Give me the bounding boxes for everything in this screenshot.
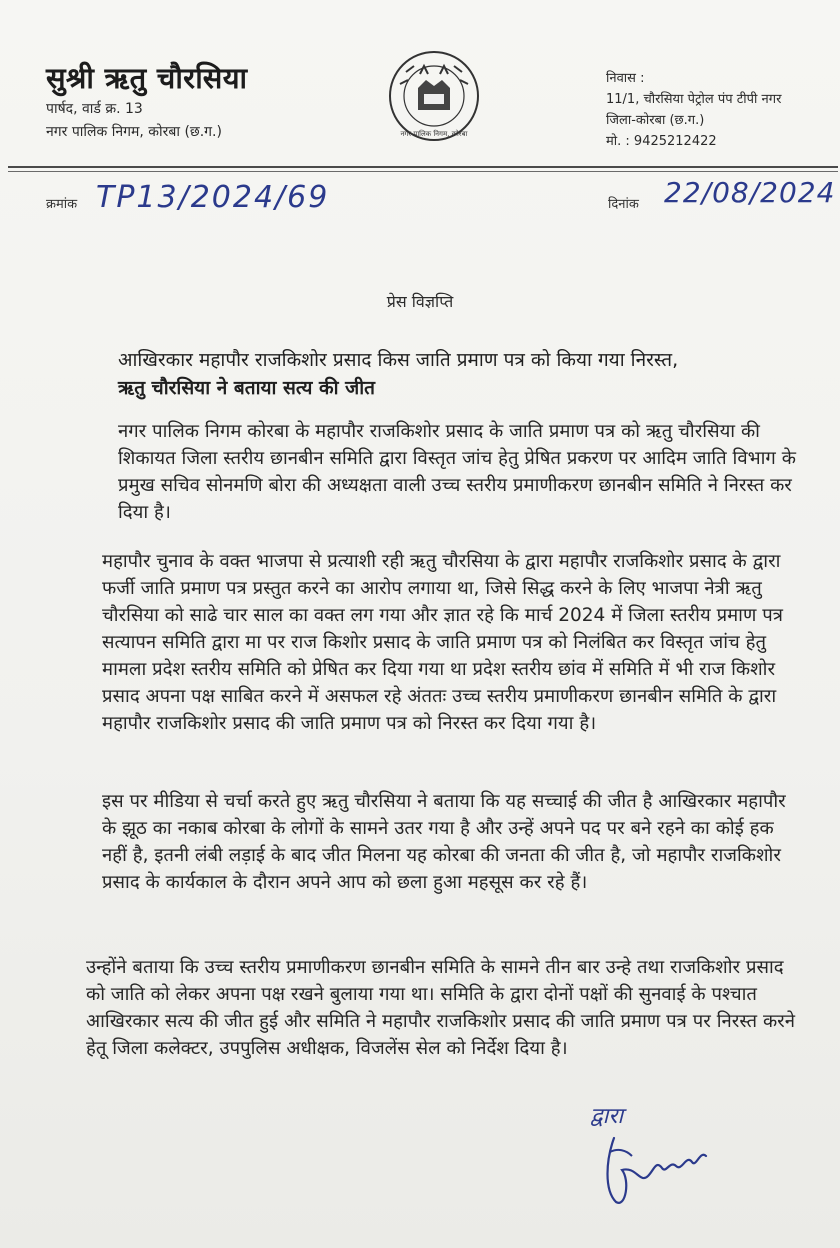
header-divider-thin xyxy=(8,171,838,172)
residence-address xyxy=(606,68,781,152)
address-line: 11/1, चौरसिया पेट्रोल पंप टीपी नगर xyxy=(606,92,782,107)
paragraph-2: महापौर चुनाव के वक्त भाजपा से प्रत्याशी रही ऋतु चौरसिया के द्वारा महापौर राजकिशोर प्रसाद के द्वारा फर्जी जाति प्रमाण पत्र प्रस्तुत करने का आरोप लगाया था, जिसे सिद्ध करने के लिए भाजपा नेत्री ऋतु चौरसिया को साढे चार साल का वक्त लग गया और ज्ञात रहे कि मार्च 2024 में जिला स्तरीय प्रमाण पत्र सत्यापन समिति द्वारा मा पर राज किशोर प्रसाद के जाति प्रमाण पत्र को निलंबित कर विस्तृत जांच हेतु मामला प्रदेश स्तरीय समिति को प्रेषित कर दिया गया था प्रदेश स्तरीय छांव में समिति में भी राज किशोर प्रसाद अपना पक्ष साबित करने में असफल रहे अंततः उच्च स्तरीय प्रमाणीकरण छानबीन समिति के द्वारा महापौर राजकिशोर प्रसाद की जाति प्रमाण पत्र को निरस्त कर दिया गया है। xyxy=(102,551,783,734)
seal-text: नगर पालिक निगम, कोरबा xyxy=(400,130,468,138)
paragraph-1: नगर पालिक निगम कोरबा के महापौर राजकिशोर प्रसाद के जाति प्रमाण पत्र को ऋतु चौरसिया की शिकायत जिला स्तरीय छानबीन समिति द्वारा विस्तृत जांच हेतु प्रेषित प्रकरण पर आदिम जाति विभाग के प्रमुख सचिव सोनमणि बोरा की अध्यक्षता वाली उच्च स्तरीय प्रमाणीकरण छानबीन समिति ने निरस्त कर दिया है। xyxy=(118,421,796,523)
handwritten-signature-icon xyxy=(596,1130,716,1210)
address-city: जिला-कोरबा (छ.ग.) xyxy=(606,113,705,128)
paragraph-3: इस पर मीडिया से चर्चा करते हुए ऋतु चौरसिया ने बताया कि यह सच्चाई की जीत है आखिरकार महापौर के झूठ का नकाब कोरबा के लोगों के सामने उतर गया है और उन्हें अपने पद पर बने रहने का कोई हक नहीं है, इतनी लंबी लड़ाई के बाद जीत मिलना यह कोरबा की जनता की जीत है, जो महापौर राजकिशोर प्रसाद के कार्यकाल के दौरान अपने आप को छला हुआ महसूस कर रहे हैं। xyxy=(102,791,786,893)
headline-line-1: आखिरकार महापौर राजकिशोर प्रसाद किस जाति प्रमाण पत्र को किया गया निरस्त, xyxy=(118,349,679,371)
reference-label: क्रमांक xyxy=(46,197,78,212)
phone-number: मो. : 9425212422 xyxy=(606,134,717,149)
date-value: 22/08/2024 xyxy=(664,176,836,209)
date-label: दिनांक xyxy=(608,197,639,212)
address-label: निवास : xyxy=(606,71,645,86)
document-type: प्रेस विज्ञप्ति xyxy=(386,292,454,311)
headline-line-2: ऋतु चौरसिया ने बताया सत्य की जीत xyxy=(118,377,376,399)
header-divider xyxy=(8,166,838,168)
municipal-seal-icon xyxy=(380,44,488,148)
sender-designation: पार्षद, वार्ड क्र. 13 xyxy=(46,101,143,117)
reference-number: TP13/2024/69 xyxy=(96,180,330,215)
sender-name: सुश्री ऋतु चौरसिया xyxy=(46,61,248,95)
sender-office: नगर पालिक निगम, कोरबा (छ.ग.) xyxy=(46,124,222,140)
signature-prefix: द्वारा xyxy=(590,1104,624,1129)
paragraph-4: उन्होंने बताया कि उच्च स्तरीय प्रमाणीकरण छानबीन समिति के सामने तीन बार उन्हे तथा राजकिशोर प्रसाद को जाति को लेकर अपना पक्ष रखने बुलाया गया था। समिति के द्वारा दोनों पक्षों की सुनवाई के पश्चात आखिरकार सत्य की जीत हुई और समिति ने महापौर राजकिशोर प्रसाद की जाति प्रमाण पत्र पर निरस्त करने हेतू जिला कलेक्टर, उपपुलिस अधीक्षक, विजलेंस सेल को निर्देश दिया है। xyxy=(86,957,795,1059)
headline xyxy=(118,346,818,402)
